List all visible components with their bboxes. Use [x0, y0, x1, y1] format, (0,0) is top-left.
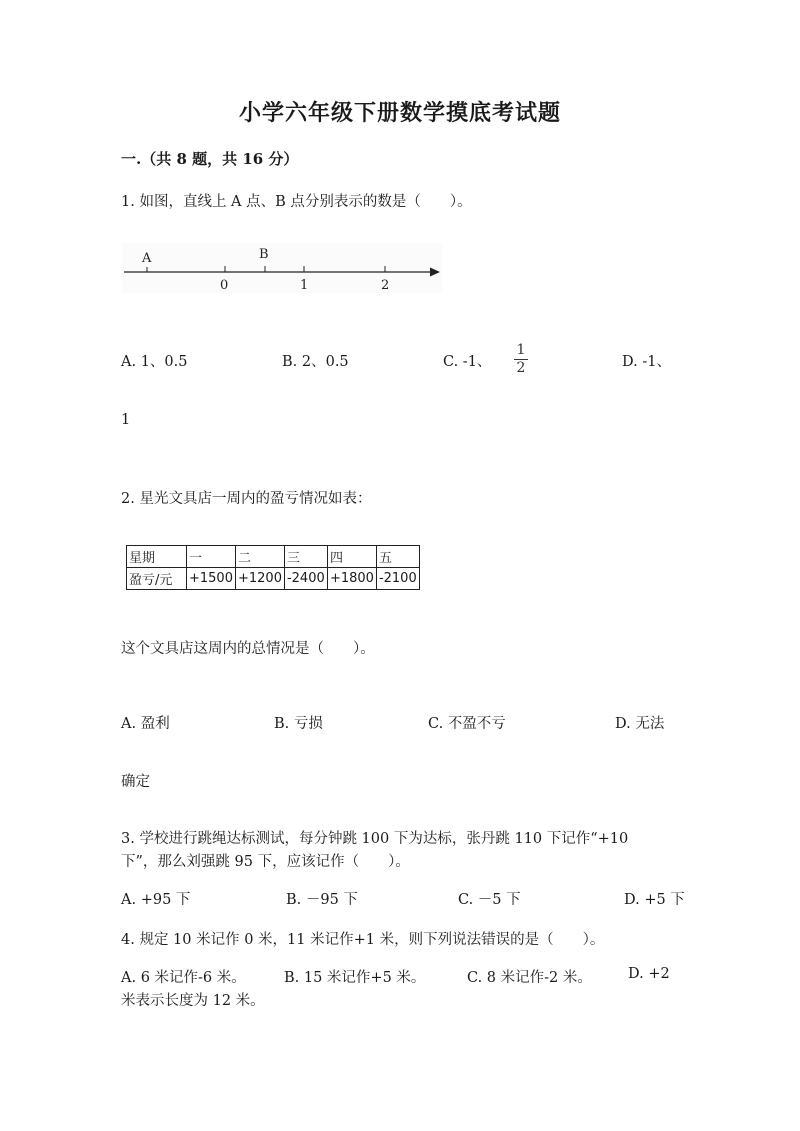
number-line-figure	[122, 243, 442, 293]
point-a-label: A	[142, 251, 152, 266]
table-cell: 二	[235, 546, 284, 568]
q2-stem: 2. 星光文具店一周内的盈亏情况如表：	[121, 491, 372, 507]
q4-stem: 4. 规定 10 米记作 0 米，11 米记作+1 米，则下列说法错误的是（ ）。	[121, 932, 605, 948]
table-row	[127, 546, 420, 568]
q3-option-b[interactable]: B. －95 下	[286, 892, 358, 908]
tick-label-2: 2	[381, 278, 390, 293]
q3-option-d[interactable]: D. +5 下	[624, 892, 685, 908]
q3-option-c[interactable]: C. －5 下	[458, 892, 521, 908]
table-cell: -2400	[284, 568, 327, 590]
q2-option-c[interactable]: C. 不盈不亏	[428, 716, 506, 732]
q1-stem: 1. 如图，直线上 A 点、B 点分别表示的数是（ ）。	[121, 194, 472, 210]
table-cell: 星期	[127, 546, 187, 568]
q3-stem-line1: 3. 学校进行跳绳达标测试，每分钟跳 100 下为达标，张丹跳 110 下记作“+10	[121, 831, 629, 847]
q2-option-d-wrap: 确定	[121, 774, 150, 790]
q3-stem-line2: 下”，那么刘强跳 95 下，应该记作（ ）。	[121, 854, 410, 870]
q1-option-c-fraction	[514, 343, 528, 376]
q1-option-a[interactable]: A. 1、0.5	[121, 354, 188, 370]
q3-option-a[interactable]: A. +95 下	[121, 892, 191, 908]
q4-option-d[interactable]: D. +2	[628, 966, 670, 982]
q2-question: 这个文具店这周内的总情况是（ ）。	[121, 641, 375, 657]
table-cell: 盈亏/元	[127, 568, 187, 590]
table-cell: -2100	[376, 568, 419, 590]
q2-option-d[interactable]: D. 无法	[615, 716, 665, 732]
table-cell: +1800	[327, 568, 376, 590]
table-cell: 三	[284, 546, 327, 568]
table-cell: 四	[327, 546, 376, 568]
q1-option-d[interactable]: D. -1、	[622, 354, 671, 370]
q2-option-a[interactable]: A. 盈利	[121, 716, 170, 732]
page-title: 小学六年级下册数学摸底考试题	[238, 100, 561, 126]
fraction-numerator: 1	[516, 342, 526, 358]
q4-option-c[interactable]: C. 8 米记作-2 米。	[467, 970, 592, 986]
table-cell: 五	[376, 546, 419, 568]
point-b-label: B	[259, 247, 269, 262]
q2-option-b[interactable]: B. 亏损	[274, 716, 323, 732]
tick-label-1: 1	[300, 278, 309, 293]
q1-option-d-wrap: 1	[121, 412, 131, 428]
profit-loss-table	[126, 545, 420, 590]
q1-option-b[interactable]: B. 2、0.5	[282, 354, 349, 370]
tick-label-0: 0	[220, 278, 229, 293]
table-row	[127, 568, 420, 590]
q4-option-a[interactable]: A. 6 米记作-6 米。	[121, 970, 246, 986]
table-cell: 一	[187, 546, 236, 568]
q4-option-d-wrap: 米表示长度为 12 米。	[121, 993, 265, 1009]
fraction-denominator: 2	[516, 360, 526, 376]
table-cell: +1500	[187, 568, 236, 590]
table-cell: +1200	[235, 568, 284, 590]
q1-option-c[interactable]: C. -1、	[443, 354, 492, 370]
arrow-head	[430, 268, 440, 277]
q4-option-b[interactable]: B. 15 米记作+5 米。	[284, 970, 426, 986]
section-heading: 一.（共 8 题，共 16 分）	[121, 150, 299, 168]
